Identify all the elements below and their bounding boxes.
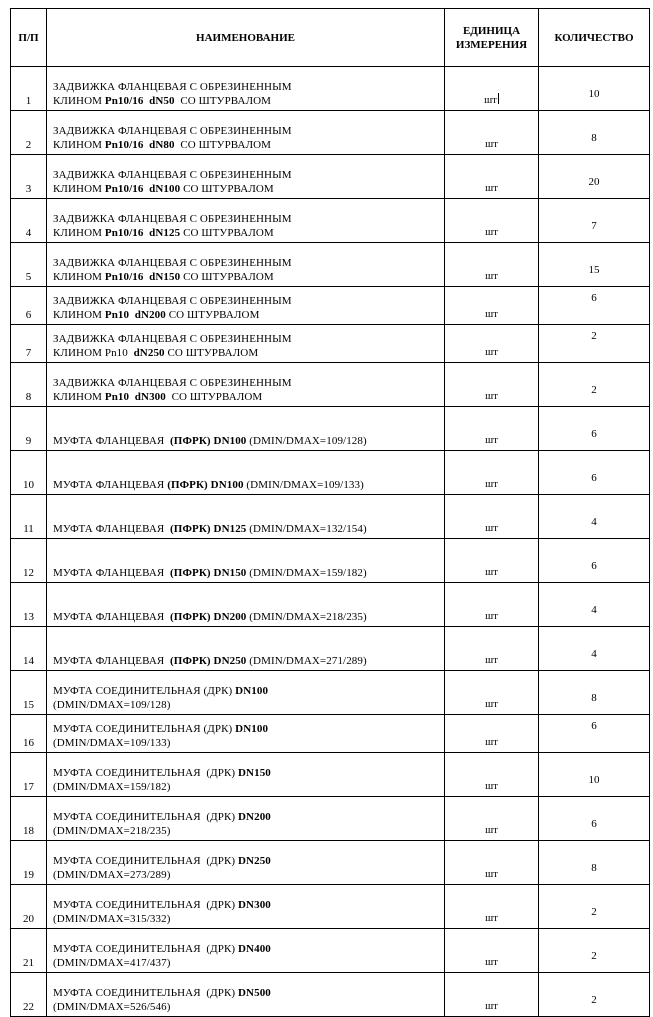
table-row: [11, 451, 650, 495]
row-number: 5: [11, 243, 47, 287]
name-fragment: (DMIN/DMAX=109/128): [53, 699, 171, 711]
row-quantity: 2: [539, 885, 650, 929]
table-row: [11, 243, 650, 287]
row-name: [47, 407, 445, 451]
table-row: [11, 325, 650, 363]
name-fragment: (DMIN/DMAX=271/289): [246, 655, 367, 667]
table-row: [11, 495, 650, 539]
row-name: [47, 495, 445, 539]
name-fragment: КЛИНОМ: [53, 139, 105, 151]
row-unit: [445, 753, 539, 797]
name-line-2: [53, 1000, 444, 1014]
name-fragment: СО ШТУРВАЛОМ: [174, 95, 272, 107]
row-number: 1: [11, 67, 47, 111]
row-unit: [445, 627, 539, 671]
row-number: 17: [11, 753, 47, 797]
name-line-2: [53, 610, 444, 624]
row-quantity: 8: [539, 671, 650, 715]
name-fragment: СО ШТУРВАЛОМ: [180, 183, 274, 195]
name-fragment: ЗАДВИЖКА ФЛАНЦЕВАЯ С ОБРЕЗИНЕННЫМ: [53, 169, 292, 181]
row-name: [47, 199, 445, 243]
name-bold-fragment: Pn10/16 dN125: [104, 227, 181, 239]
name-line-1: [53, 294, 444, 308]
name-fragment: (DMIN/DMAX=109/133): [53, 737, 171, 749]
name-line-2: [53, 478, 444, 492]
name-fragment: СО ШТУРВАЛОМ: [174, 139, 272, 151]
name-fragment: (DMIN/DMAX=109/133): [243, 479, 364, 491]
unit-text: шт: [485, 183, 498, 194]
header-unit-line2: ИЗМЕРЕНИЯ: [455, 38, 528, 51]
row-quantity: 4: [539, 583, 650, 627]
row-name: [47, 753, 445, 797]
row-name: [47, 583, 445, 627]
name-fragment: (DMIN/DMAX=273/289): [53, 869, 171, 881]
header-unit: [445, 9, 539, 67]
name-line-2: [53, 308, 444, 322]
unit-text: шт: [485, 139, 498, 150]
row-name: [47, 841, 445, 885]
row-name: [47, 715, 445, 753]
name-line-2: [53, 566, 444, 580]
unit-text: шт: [485, 435, 498, 446]
name-line-1: [53, 376, 444, 390]
table-row: [11, 671, 650, 715]
unit-text: шт: [485, 347, 498, 358]
row-number: 8: [11, 363, 47, 407]
unit-text: шт: [485, 309, 498, 320]
name-fragment: ЗАДВИЖКА ФЛАНЦЕВАЯ С ОБРЕЗИНЕННЫМ: [53, 257, 292, 269]
header-name: НАИМЕНОВАНИЕ: [47, 9, 445, 67]
name-bold-fragment: (ПФРК) DN100: [167, 479, 244, 491]
row-number: 19: [11, 841, 47, 885]
row-unit: [445, 155, 539, 199]
header-unit-line1: ЕДИНИЦА: [462, 24, 521, 37]
row-name: [47, 451, 445, 495]
name-fragment: МУФТА ФЛАНЦЕВАЯ: [53, 479, 168, 491]
name-fragment: МУФТА СОЕДИНИТЕЛЬНАЯ (ДРК): [53, 855, 238, 867]
row-number: 9: [11, 407, 47, 451]
row-unit: [445, 929, 539, 973]
name-fragment: (DMIN/DMAX=159/182): [53, 781, 171, 793]
unit-text: шт: [485, 655, 498, 666]
row-number: 13: [11, 583, 47, 627]
row-unit: [445, 495, 539, 539]
table-row: [11, 715, 650, 753]
table-row: [11, 973, 650, 1017]
unit-text: шт: [485, 567, 498, 578]
unit-text: шт: [485, 479, 498, 490]
name-line-1: [53, 766, 444, 780]
name-fragment: СО ШТУРВАЛОМ: [165, 309, 260, 321]
name-fragment: ЗАДВИЖКА ФЛАНЦЕВАЯ С ОБРЕЗИНЕННЫМ: [53, 295, 292, 307]
row-unit: [445, 539, 539, 583]
name-fragment: МУФТА ФЛАНЦЕВАЯ: [53, 655, 171, 667]
text-cursor: [498, 93, 499, 104]
row-quantity: 6: [539, 451, 650, 495]
name-fragment: (DMIN/DMAX=526/546): [53, 1001, 171, 1013]
name-bold-fragment: dN250: [133, 347, 165, 359]
row-name: [47, 111, 445, 155]
name-fragment: СО ШТУРВАЛОМ: [180, 227, 274, 239]
name-fragment: МУФТА СОЕДИНИТЕЛЬНАЯ (ДРК): [53, 767, 238, 779]
row-number: 6: [11, 287, 47, 325]
name-bold-fragment: DN250: [238, 855, 271, 867]
name-bold-fragment: Pn10/16 dN80: [104, 139, 175, 151]
name-line-1: [53, 898, 444, 912]
row-quantity: 10: [539, 67, 650, 111]
row-name: [47, 325, 445, 363]
name-bold-fragment: (ПФРК) DN200: [170, 611, 247, 623]
name-line-2: [53, 434, 444, 448]
table-row: [11, 797, 650, 841]
name-bold-fragment: Pn10 dN200: [104, 309, 166, 321]
name-line-1: [53, 810, 444, 824]
name-fragment: СО ШТУРВАЛОМ: [165, 391, 263, 403]
unit-text: шт: [485, 699, 498, 710]
name-line-1: [53, 212, 444, 226]
row-number: 7: [11, 325, 47, 363]
header-quantity: КОЛИЧЕСТВО: [539, 9, 650, 67]
name-line-1: [53, 986, 444, 1000]
row-number: 20: [11, 885, 47, 929]
name-fragment: (DMIN/DMAX=218/235): [53, 825, 171, 837]
name-line-2: [53, 868, 444, 882]
name-fragment: МУФТА ФЛАНЦЕВАЯ: [53, 523, 171, 535]
row-name: [47, 363, 445, 407]
name-line-2: [53, 390, 444, 404]
name-fragment: КЛИНОМ Pn10: [53, 347, 134, 359]
table-header-row: [11, 9, 650, 67]
row-number: 11: [11, 495, 47, 539]
name-line-1: [53, 942, 444, 956]
name-fragment: МУФТА СОЕДИНИТЕЛЬНАЯ (ДРК): [53, 685, 236, 697]
row-unit: [445, 407, 539, 451]
row-quantity: 20: [539, 155, 650, 199]
name-line-2: [53, 522, 444, 536]
unit-text: шт: [485, 227, 498, 238]
name-fragment: ЗАДВИЖКА ФЛАНЦЕВАЯ С ОБРЕЗИНЕННЫМ: [53, 377, 292, 389]
row-quantity: 6: [539, 287, 650, 325]
name-bold-fragment: DN200: [238, 811, 271, 823]
row-quantity: 7: [539, 199, 650, 243]
name-line-2: [53, 654, 444, 668]
name-fragment: МУФТА СОЕДИНИТЕЛЬНАЯ (ДРК): [53, 811, 238, 823]
row-name: [47, 539, 445, 583]
unit-text: шт: [485, 523, 498, 534]
row-quantity: 8: [539, 841, 650, 885]
name-bold-fragment: (ПФРК) DN100: [170, 435, 247, 447]
name-line-2: [53, 226, 444, 240]
unit-text: шт: [485, 869, 498, 880]
row-quantity: 2: [539, 325, 650, 363]
table-row: [11, 539, 650, 583]
name-line-2: [53, 138, 444, 152]
name-line-2: [53, 736, 444, 750]
name-line-2: [53, 956, 444, 970]
table-row: [11, 627, 650, 671]
table-row: [11, 753, 650, 797]
name-fragment: (DMIN/DMAX=132/154): [246, 523, 367, 535]
name-bold-fragment: Pn10/16 dN150: [104, 271, 181, 283]
row-name: [47, 797, 445, 841]
row-quantity: 4: [539, 495, 650, 539]
row-unit: [445, 287, 539, 325]
row-unit: [445, 583, 539, 627]
name-bold-fragment: Pn10/16 dN100: [104, 183, 181, 195]
name-fragment: МУФТА СОЕДИНИТЕЛЬНАЯ (ДРК): [53, 899, 238, 911]
name-line-1: [53, 332, 444, 346]
unit-text: шт: [485, 957, 498, 968]
name-fragment: (DMIN/DMAX=218/235): [246, 611, 367, 623]
row-name: [47, 243, 445, 287]
row-quantity: 6: [539, 539, 650, 583]
table-row: [11, 583, 650, 627]
unit-text: шт: [485, 271, 498, 282]
row-number: 12: [11, 539, 47, 583]
row-name: [47, 155, 445, 199]
row-quantity: 4: [539, 627, 650, 671]
row-unit: [445, 363, 539, 407]
row-number: 3: [11, 155, 47, 199]
name-line-1: [53, 722, 444, 736]
name-fragment: МУФТА СОЕДИНИТЕЛЬНАЯ (ДРК): [53, 723, 236, 735]
name-line-2: [53, 270, 444, 284]
name-fragment: (DMIN/DMAX=159/182): [246, 567, 367, 579]
row-unit: [445, 67, 539, 111]
table-row: [11, 407, 650, 451]
table-row: [11, 363, 650, 407]
row-number: 15: [11, 671, 47, 715]
name-bold-fragment: (ПФРК) DN250: [170, 655, 247, 667]
name-fragment: МУФТА СОЕДИНИТЕЛЬНАЯ (ДРК): [53, 987, 238, 999]
table-row: [11, 287, 650, 325]
name-fragment: ЗАДВИЖКА ФЛАНЦЕВАЯ С ОБРЕЗИНЕННЫМ: [53, 81, 292, 93]
name-bold-fragment: DN100: [235, 685, 269, 697]
row-unit: [445, 885, 539, 929]
name-fragment: КЛИНОМ: [53, 227, 105, 239]
name-bold-fragment: DN300: [238, 899, 271, 911]
row-quantity: 8: [539, 111, 650, 155]
table-row: [11, 111, 650, 155]
name-fragment: МУФТА ФЛАНЦЕВАЯ: [53, 435, 171, 447]
row-unit: [445, 111, 539, 155]
header-number: П/П: [11, 9, 47, 67]
row-quantity: 15: [539, 243, 650, 287]
table-body: [11, 67, 650, 1017]
name-line-2: [53, 346, 444, 360]
name-line-1: [53, 854, 444, 868]
row-number: 16: [11, 715, 47, 753]
name-bold-fragment: DN100: [235, 723, 269, 735]
name-bold-fragment: DN150: [238, 767, 271, 779]
row-unit: [445, 451, 539, 495]
row-quantity: 2: [539, 363, 650, 407]
name-line-1: [53, 168, 444, 182]
row-quantity: 2: [539, 973, 650, 1017]
row-name: [47, 67, 445, 111]
row-unit: [445, 797, 539, 841]
row-unit: [445, 243, 539, 287]
unit-text: шт: [485, 611, 498, 622]
row-name: [47, 885, 445, 929]
name-fragment: КЛИНОМ: [53, 95, 105, 107]
table-row: [11, 155, 650, 199]
name-bold-fragment: DN400: [238, 943, 271, 955]
row-unit: [445, 715, 539, 753]
name-line-1: [53, 684, 444, 698]
name-line-2: [53, 780, 444, 794]
name-bold-fragment: (ПФРК) DN125: [170, 523, 247, 535]
unit-text: шт: [485, 913, 498, 924]
unit-text: шт: [485, 781, 498, 792]
unit-text: шт: [485, 825, 498, 836]
row-quantity: 2: [539, 929, 650, 973]
row-unit: [445, 973, 539, 1017]
row-number: 18: [11, 797, 47, 841]
name-fragment: КЛИНОМ: [53, 309, 105, 321]
name-line-1: [53, 80, 444, 94]
row-name: [47, 287, 445, 325]
unit-text: шт: [484, 95, 497, 106]
name-line-2: [53, 698, 444, 712]
row-number: 10: [11, 451, 47, 495]
table-row: [11, 67, 650, 111]
name-line-2: [53, 824, 444, 838]
row-name: [47, 671, 445, 715]
name-fragment: СО ШТУРВАЛОМ: [180, 271, 274, 283]
name-line-2: [53, 182, 444, 196]
name-fragment: (DMIN/DMAX=109/128): [246, 435, 367, 447]
name-bold-fragment: (ПФРК) DN150: [170, 567, 247, 579]
name-fragment: МУФТА СОЕДИНИТЕЛЬНАЯ (ДРК): [53, 943, 238, 955]
name-fragment: ЗАДВИЖКА ФЛАНЦЕВАЯ С ОБРЕЗИНЕННЫМ: [53, 213, 292, 225]
row-quantity: 10: [539, 753, 650, 797]
table-row: [11, 199, 650, 243]
name-line-2: [53, 94, 444, 108]
name-fragment: МУФТА ФЛАНЦЕВАЯ: [53, 611, 171, 623]
name-fragment: КЛИНОМ: [53, 183, 105, 195]
row-number: 22: [11, 973, 47, 1017]
name-fragment: КЛИНОМ: [53, 391, 105, 403]
name-bold-fragment: Pn10 dN300: [104, 391, 166, 403]
row-quantity: 6: [539, 715, 650, 753]
name-line-1: [53, 124, 444, 138]
table-row: [11, 929, 650, 973]
name-line-2: [53, 912, 444, 926]
unit-text: шт: [485, 1001, 498, 1012]
unit-text: шт: [485, 737, 498, 748]
table-row: [11, 885, 650, 929]
name-fragment: СО ШТУРВАЛОМ: [164, 347, 259, 359]
row-name: [47, 929, 445, 973]
name-bold-fragment: Pn10/16 dN50: [104, 95, 175, 107]
row-unit: [445, 841, 539, 885]
row-number: 21: [11, 929, 47, 973]
row-unit: [445, 325, 539, 363]
row-name: [47, 627, 445, 671]
table-row: [11, 841, 650, 885]
name-fragment: ЗАДВИЖКА ФЛАНЦЕВАЯ С ОБРЕЗИНЕННЫМ: [53, 333, 292, 345]
name-fragment: ЗАДВИЖКА ФЛАНЦЕВАЯ С ОБРЕЗИНЕННЫМ: [53, 125, 292, 137]
row-number: 2: [11, 111, 47, 155]
row-number: 14: [11, 627, 47, 671]
name-fragment: КЛИНОМ: [53, 271, 105, 283]
name-line-1: [53, 256, 444, 270]
name-bold-fragment: DN500: [238, 987, 271, 999]
row-unit: [445, 199, 539, 243]
row-quantity: 6: [539, 407, 650, 451]
name-fragment: (DMIN/DMAX=315/332): [53, 913, 171, 925]
row-quantity: 6: [539, 797, 650, 841]
name-fragment: МУФТА ФЛАНЦЕВАЯ: [53, 567, 171, 579]
row-number: 4: [11, 199, 47, 243]
unit-text: шт: [485, 391, 498, 402]
name-fragment: (DMIN/DMAX=417/437): [53, 957, 171, 969]
specification-table: [10, 8, 650, 1017]
row-unit: [445, 671, 539, 715]
row-name: [47, 973, 445, 1017]
